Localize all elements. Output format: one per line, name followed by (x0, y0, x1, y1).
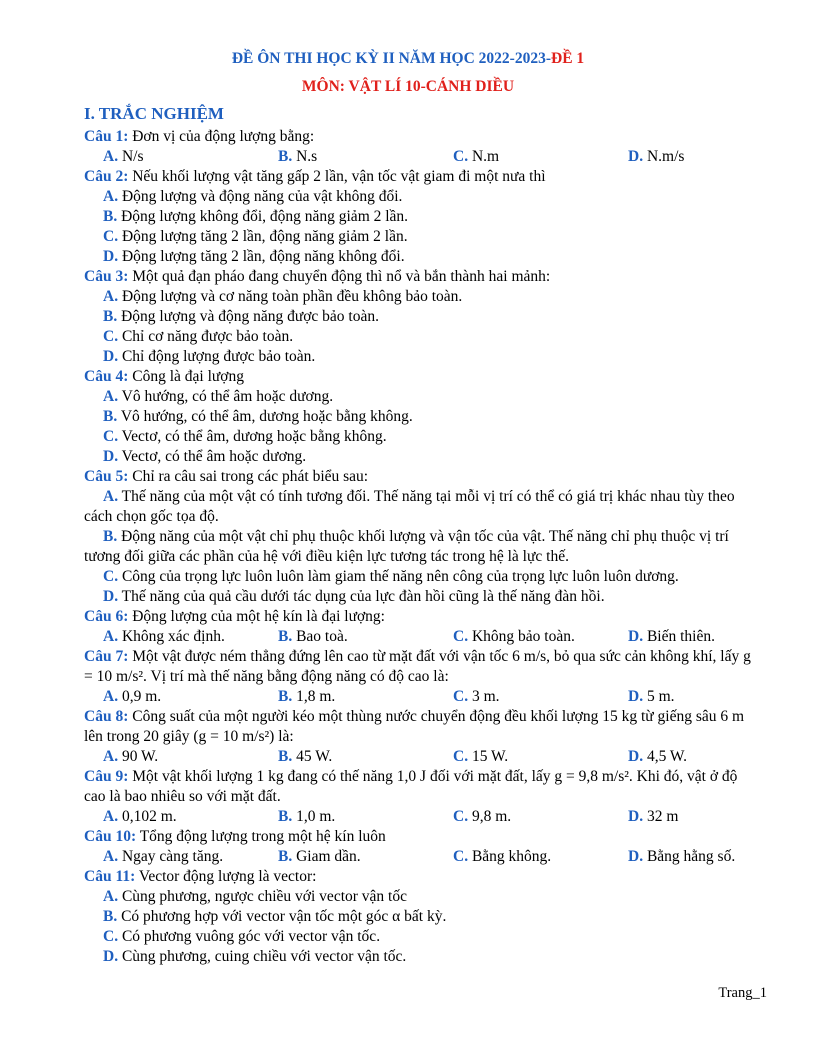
question-text: Công là đại lượng (128, 368, 244, 385)
option (84, 927, 754, 947)
option-label: B. (278, 848, 293, 865)
option-text: Động lượng không đổi, động năng giảm 2 lần. (117, 208, 409, 225)
option (84, 247, 754, 267)
option-label: D. (103, 948, 119, 965)
option-label: D. (628, 148, 644, 165)
option (103, 747, 278, 767)
option (453, 147, 628, 167)
option-text: Bằng hằng số. (643, 848, 736, 865)
option (84, 207, 754, 227)
option-text: Động lượng và cơ năng toàn phần đều không bảo toàn. (118, 288, 463, 305)
option-label: C. (453, 688, 469, 705)
question (84, 167, 754, 187)
option-label: C. (103, 568, 119, 585)
option (84, 447, 754, 467)
option-text: 45 W. (292, 748, 333, 765)
option (84, 527, 754, 567)
option-label: A. (103, 148, 119, 165)
option-text: Chỉ động lượng được bảo toàn. (118, 348, 316, 365)
option-text: Cùng phương, cuing chiều với vector vận tốc. (118, 948, 407, 965)
option-text: 15 W. (468, 748, 509, 765)
option-text: Không bảo toàn. (468, 628, 575, 645)
option-label: C. (103, 428, 119, 445)
option-label: B. (103, 208, 118, 225)
question-label: Câu 5: (84, 468, 129, 485)
option-label: B. (103, 908, 118, 925)
option (628, 687, 803, 707)
option-text: 1,0 m. (292, 808, 336, 825)
option-text: Vectơ, có thể âm, dương hoặc bằng không. (118, 428, 387, 445)
option (103, 807, 278, 827)
option (84, 587, 754, 607)
option-label: C. (453, 148, 469, 165)
option (84, 347, 754, 367)
section-heading: I. TRẮC NGHIỆM (84, 104, 224, 123)
option (103, 687, 278, 707)
option (84, 287, 754, 307)
option (453, 687, 628, 707)
option-text: Có phương hợp với vector vận tốc một góc α bất kỳ. (117, 908, 447, 925)
option-text: Vô hướng, có thể âm hoặc dương. (118, 388, 334, 405)
option (84, 567, 754, 587)
option (628, 627, 803, 647)
option-text: Động lượng tăng 2 lần, động năng giảm 2 lần. (118, 228, 408, 245)
option-text: Bằng không. (468, 848, 552, 865)
option (84, 187, 754, 207)
question (84, 267, 754, 287)
option-text: N.m/s (643, 148, 685, 165)
option-text: 32 m (643, 808, 679, 825)
option-row (84, 847, 754, 867)
option (84, 307, 754, 327)
option-text: Động lượng và động năng của vật không đổi. (118, 188, 403, 205)
question-text: Vector động lượng là vector: (135, 868, 317, 885)
option-text: N/s (118, 148, 144, 165)
option (84, 427, 754, 447)
option (103, 847, 278, 867)
option (278, 847, 453, 867)
question-label: Câu 10: (84, 828, 137, 845)
question-text: Nếu khối lượng vật tăng gấp 2 lần, vận tốc vật giam đi một nưa thì (128, 168, 546, 185)
question-text: Đơn vị của động lượng bằng: (128, 128, 315, 145)
option (628, 847, 803, 867)
question-text: Công suất của một người kéo một thùng nước chuyển động đều khối lượng 15 kg từ giếng sâu 6 m lên trong 20 giây (g = 10 m/s²) là: (84, 708, 745, 745)
option-text: Động năng của một vật chỉ phụ thuộc khối lượng và vận tốc của vật. Thế năng chỉ phụ thuộc vị trí tương đối giữa các phần của hệ với điều kiện lực tương tác trong hệ là lực thế. (84, 528, 729, 565)
option-label: B. (103, 308, 118, 325)
option-label: D. (628, 808, 644, 825)
option-label: C. (103, 228, 119, 245)
option (84, 327, 754, 347)
option-row (84, 807, 754, 827)
option-label: A. (103, 488, 119, 505)
question (84, 647, 754, 687)
question (84, 127, 754, 147)
option (628, 807, 803, 827)
option-row (84, 747, 754, 767)
option-label: C. (453, 628, 469, 645)
question-list (84, 127, 754, 967)
page-number: Trang_1 (718, 985, 767, 1001)
option-label: A. (103, 888, 119, 905)
question (84, 467, 754, 487)
option-label: B. (278, 628, 293, 645)
option-text: N.s (292, 148, 318, 165)
exam-title (0, 50, 816, 68)
question-text: Một vật khối lượng 1 kg đang có thế năng 1,0 J đối với mặt đất, lấy g = 9,8 m/s². Khi đó, vật ở độ cao là bao nhiêu so với mặt đất. (84, 768, 738, 805)
option (84, 487, 754, 527)
option (278, 147, 453, 167)
option-text: Biến thiên. (643, 628, 715, 645)
option-text: Động lượng và động năng được bảo toàn. (117, 308, 379, 325)
option-label: D. (628, 848, 644, 865)
question-label: Câu 4: (84, 368, 129, 385)
option (453, 747, 628, 767)
option-text: Vô hướng, có thể âm, dương hoặc bằng không. (117, 408, 413, 425)
question-label: Câu 6: (84, 608, 129, 625)
question-label: Câu 11: (84, 868, 136, 885)
option-text: Có phương vuông góc với vector vận tốc. (118, 928, 381, 945)
option-text: Vectơ, có thể âm hoặc dương. (118, 448, 307, 465)
option-label: D. (628, 628, 644, 645)
option-row (84, 627, 754, 647)
option-label: A. (103, 628, 119, 645)
option-text: 0,102 m. (118, 808, 177, 825)
option (278, 747, 453, 767)
subject-title: MÔN: VẬT LÍ 10-CÁNH DIỀU (301, 78, 515, 95)
option-label: C. (453, 808, 469, 825)
exam-title-suffix: ĐỀ 1 (551, 50, 585, 67)
question-label: Câu 8: (84, 708, 129, 725)
option-label: A. (103, 808, 119, 825)
option-text: 5 m. (643, 688, 675, 705)
question-label: Câu 3: (84, 268, 129, 285)
exam-title-main: ĐỀ ÔN THI HỌC KỲ II NĂM HỌC 2022-2023- (231, 50, 552, 67)
option-label: D. (103, 448, 119, 465)
option-label: B. (278, 748, 293, 765)
option-text: Giam dần. (292, 848, 361, 865)
option-row (84, 687, 754, 707)
option-label: B. (278, 148, 293, 165)
option-text: 4,5 W. (643, 748, 688, 765)
option-label: B. (278, 688, 293, 705)
option-label: C. (453, 748, 469, 765)
option-text: Chỉ cơ năng được bảo toàn. (118, 328, 294, 345)
question (84, 867, 754, 887)
option-text: Ngay càng tăng. (118, 848, 224, 865)
option-label: D. (103, 588, 119, 605)
option-label: A. (103, 188, 119, 205)
option-text: Công của trọng lực luôn luôn làm giam thế năng nên công của trọng lực luôn luôn dương. (118, 568, 679, 585)
question-text: Tổng động lượng trong một hệ kín luôn (136, 828, 386, 845)
option (103, 627, 278, 647)
option-text: 90 W. (118, 748, 159, 765)
option (278, 807, 453, 827)
question (84, 367, 754, 387)
option-label: B. (103, 408, 118, 425)
option-text: 0,9 m. (118, 688, 162, 705)
option (278, 627, 453, 647)
option (453, 627, 628, 647)
option (84, 407, 754, 427)
option (628, 147, 803, 167)
question (84, 827, 754, 847)
option-label: D. (628, 688, 644, 705)
option-label: B. (278, 808, 293, 825)
question (84, 767, 754, 807)
option-text: Không xác định. (118, 628, 225, 645)
question-text: Một vật được ném thẳng đứng lên cao từ mặt đất với vận tốc 6 m/s, bỏ qua sức cản không khí, lấy g = 10 m/s². Vị trí mà thế năng bằng động năng có độ cao là: (84, 648, 751, 685)
option (84, 947, 754, 967)
option-label: B. (103, 528, 118, 545)
option-text: Cùng phương, ngược chiều với vector vận tốc (118, 888, 407, 905)
option (453, 807, 628, 827)
option (84, 907, 754, 927)
option-label: C. (103, 328, 119, 345)
option-label: D. (103, 348, 119, 365)
option-text: 3 m. (468, 688, 500, 705)
option-text: Thế năng của quả cầu dưới tác dụng của lực đàn hồi cũng là thế năng đàn hồi. (118, 588, 605, 605)
option-label: D. (103, 248, 119, 265)
option-label: A. (103, 288, 119, 305)
option-label: A. (103, 848, 119, 865)
question (84, 607, 754, 627)
option-text: Thế năng của một vật có tính tương đối. Thế năng tại mỗi vị trí có thể có giá trị khác nhau tùy theo cách chọn gốc tọa độ. (84, 488, 735, 525)
option (84, 227, 754, 247)
option-text: N.m (468, 148, 500, 165)
question-label: Câu 9: (84, 768, 129, 785)
option (84, 887, 754, 907)
option (103, 147, 278, 167)
option-text: 9,8 m. (468, 808, 512, 825)
option-label: D. (628, 748, 644, 765)
option-label: A. (103, 388, 119, 405)
option-label: A. (103, 688, 119, 705)
question-text: Động lượng của một hệ kín là đại lượng: (128, 608, 385, 625)
option (453, 847, 628, 867)
question-label: Câu 2: (84, 168, 129, 185)
question-text: Một quả đạn pháo đang chuyển động thì nổ và bắn thành hai mảnh: (128, 268, 551, 285)
question-label: Câu 1: (84, 128, 129, 145)
option-label: C. (103, 928, 119, 945)
option (84, 387, 754, 407)
question-label: Câu 7: (84, 648, 129, 665)
option-text: Động lượng tăng 2 lần, động năng không đổi. (118, 248, 405, 265)
option (278, 687, 453, 707)
option (628, 747, 803, 767)
option-label: A. (103, 748, 119, 765)
question-text: Chỉ ra câu sai trong các phát biểu sau: (128, 468, 369, 485)
option-text: 1,8 m. (292, 688, 336, 705)
option-text: Bao toà. (292, 628, 348, 645)
option-label: C. (453, 848, 469, 865)
option-row (84, 147, 754, 167)
question (84, 707, 754, 747)
